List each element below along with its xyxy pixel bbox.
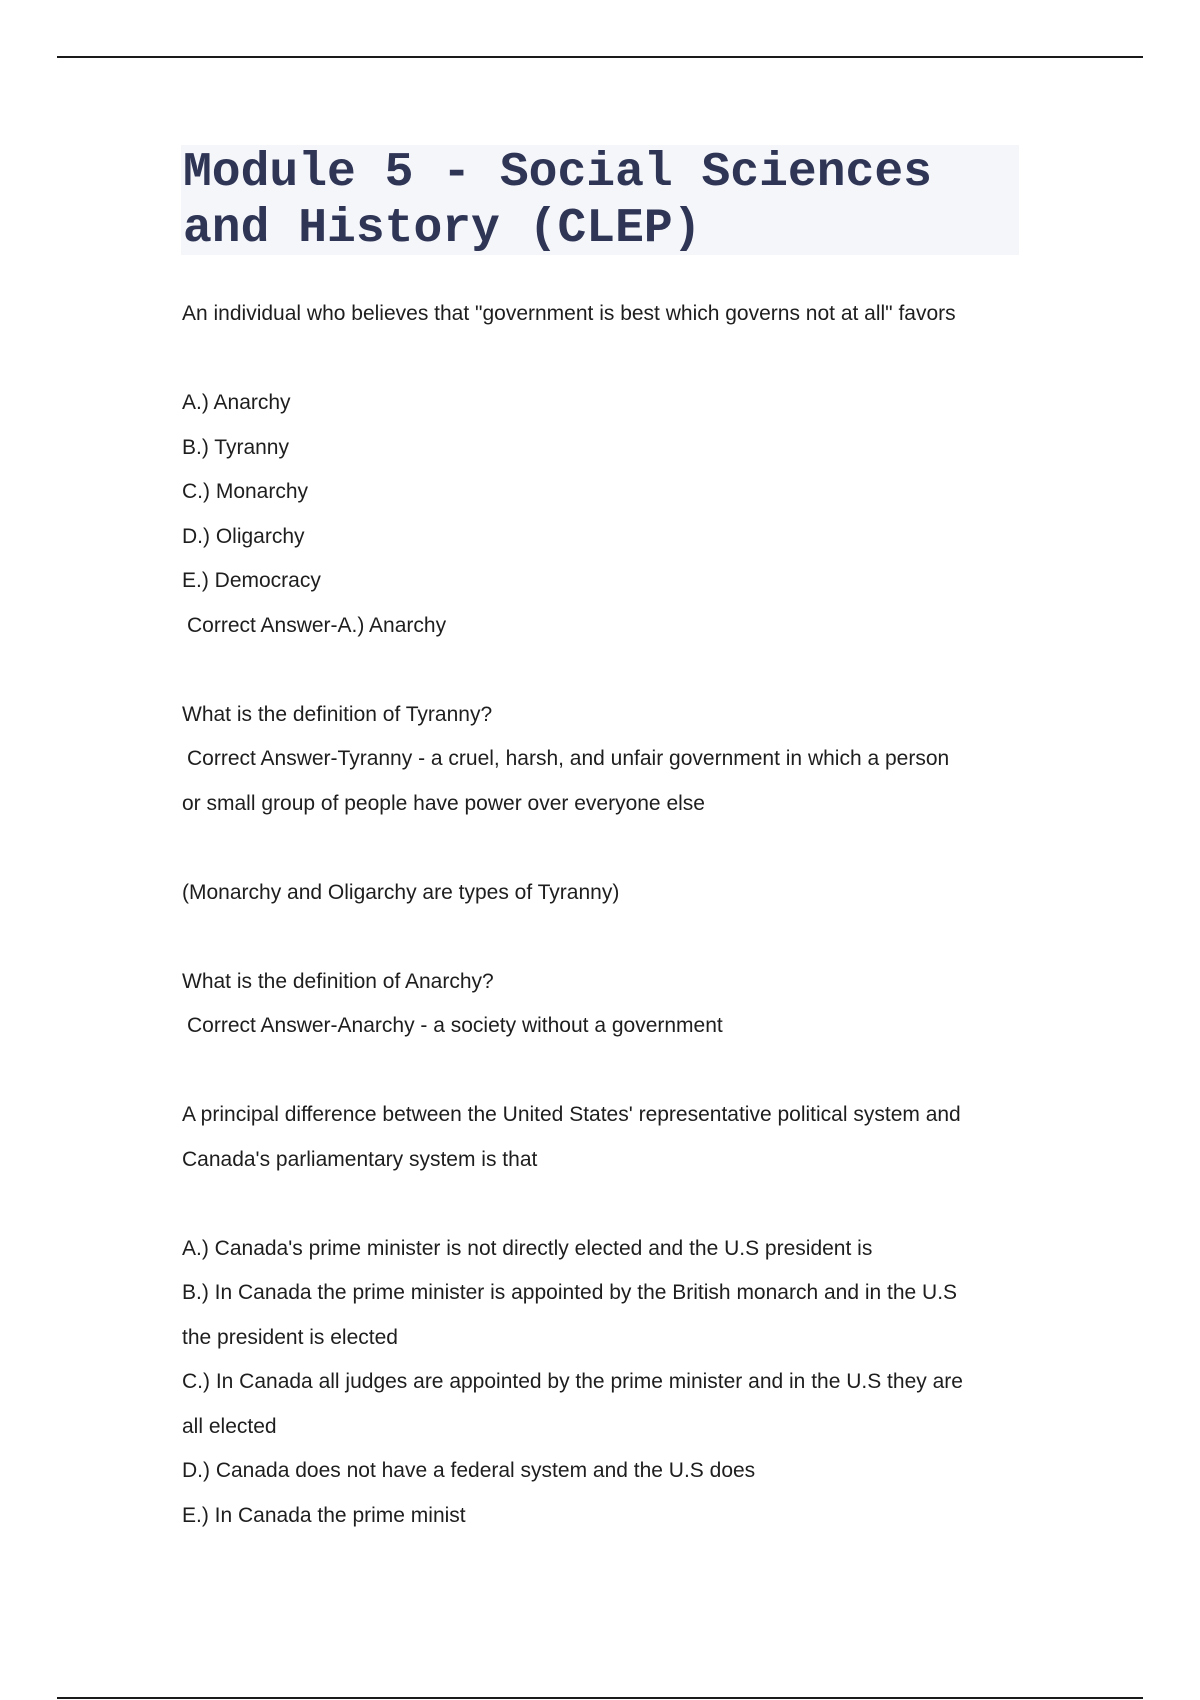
q4-option-c-line-2: all elected (182, 1414, 277, 1438)
q4-option-e: E.) In Canada the prime minist (182, 1503, 466, 1527)
title-line-2: and History (CLEP) (183, 202, 702, 256)
q4-option-c-line-1: C.) In Canada all judges are appointed by the prime minister and in the U.S they are (182, 1370, 963, 1393)
q1-option-a: A.) Anarchy (182, 391, 291, 414)
q4-option-b-line-1: B.) In Canada the prime minister is appointed by the British monarch and in the U.S (182, 1281, 958, 1304)
question-2-text: What is the definition of Tyranny? (182, 702, 493, 726)
q4-option-b-line-2: the president is elected (182, 1325, 398, 1349)
q1-option-e: E.) Democracy (182, 569, 321, 592)
question-4-text-line-1: A principal difference between the United States' representative political system and (182, 1103, 961, 1126)
q3-correct-answer: Correct Answer-Anarchy - a society without a government (187, 1014, 723, 1037)
page-title (181, 145, 1019, 257)
spacer (182, 337, 1022, 382)
q1-correct-answer: Correct Answer-A.) Anarchy (187, 613, 447, 637)
bottom-rule (57, 1697, 1143, 1699)
spacer (182, 1049, 1022, 1094)
question-4-text-line-2: Canada's parliamentary system is that (182, 1147, 538, 1171)
q4-option-a: A.) Canada's prime minister is not directly elected and the U.S president is (182, 1236, 873, 1260)
spacer (182, 1182, 1022, 1227)
q2-correct-answer-line-1: Correct Answer-Tyranny - a cruel, harsh, and unfair government in which a person (187, 747, 950, 770)
q1-option-d: D.) Oligarchy (182, 524, 305, 548)
title-line-1: Module 5 - Social Sciences (183, 146, 932, 200)
q4-option-d: D.) Canada does not have a federal system and the U.S does (182, 1459, 756, 1482)
spacer (182, 648, 1022, 693)
top-rule (57, 56, 1143, 58)
spacer (182, 915, 1022, 960)
title-block (181, 145, 1019, 255)
question-1-text: An individual who believes that "government is best which governs not at all" favors (182, 302, 956, 325)
q1-option-c: C.) Monarchy (182, 480, 309, 503)
q1-option-b: B.) Tyranny (182, 435, 289, 459)
q2-correct-answer-line-2: or small group of people have power over everyone else (182, 791, 705, 815)
q2-note: (Monarchy and Oligarchy are types of Tyranny) (182, 880, 620, 904)
spacer (182, 826, 1022, 871)
question-3-text: What is the definition of Anarchy? (182, 969, 494, 993)
document-body (182, 292, 1022, 1538)
